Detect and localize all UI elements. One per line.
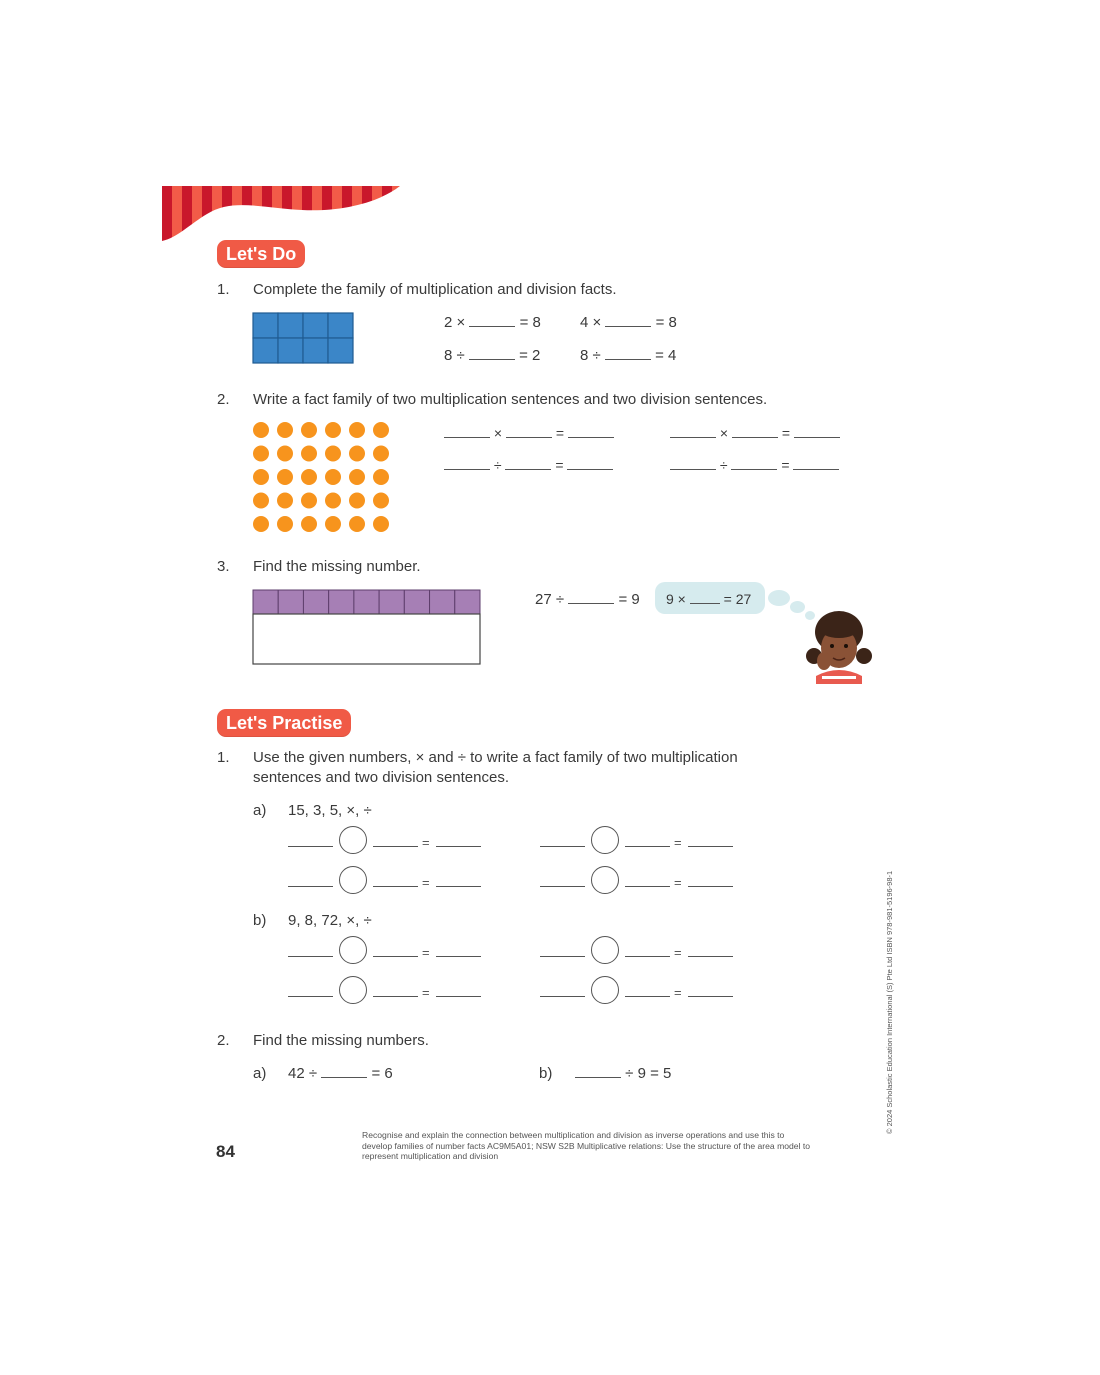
answer-blank[interactable] — [688, 886, 733, 887]
bar-total-box — [253, 614, 480, 664]
orange-dot — [253, 446, 269, 462]
equals-sign: = — [674, 945, 682, 960]
blue-square — [253, 338, 278, 363]
orange-dot — [373, 493, 389, 509]
banner-stripe — [352, 186, 362, 242]
orange-dot — [277, 493, 293, 509]
operator-circle[interactable] — [339, 936, 367, 964]
equals-sign: = — [674, 875, 682, 890]
q1-eq3: 8 ÷ = 2 — [444, 347, 541, 364]
orange-dot-array — [250, 419, 392, 535]
banner-stripe — [162, 186, 172, 242]
operator-circle[interactable] — [591, 826, 619, 854]
q3-number: 3. — [217, 558, 230, 575]
banner-stripe — [342, 186, 352, 242]
copyright-notice: © 2024 Scholastic Education International (S) Pte Ltd ISBN 978-981-5196-98-1 — [885, 870, 894, 1134]
banner-stripe — [322, 186, 332, 242]
curriculum-footer: Recognise and explain the connection between multiplication and division as inverse operations and use this to develop families of number facts AC9M5A01; NSW S2B Multiplicative relations: Use the structure of the area model to represent multiplication and division — [362, 1130, 811, 1161]
bubble-dot-large — [768, 590, 790, 606]
orange-dot — [349, 516, 365, 532]
answer-blank[interactable] — [625, 846, 670, 847]
answer-blank[interactable] — [540, 886, 585, 887]
orange-dot — [253, 469, 269, 485]
lets-do-heading: Let's Do — [217, 240, 305, 268]
equals-sign: = — [674, 835, 682, 850]
blue-array — [252, 312, 356, 365]
answer-blank[interactable] — [540, 846, 585, 847]
equals-sign: = — [422, 835, 430, 850]
orange-dot — [325, 516, 341, 532]
banner-stripe — [302, 186, 312, 242]
answer-blank[interactable] — [436, 886, 481, 887]
q3-text: Find the missing number. — [253, 558, 421, 575]
operator-circle[interactable] — [591, 976, 619, 1004]
orange-dot — [349, 446, 365, 462]
thought-bubble-eq: 9 × = 27 — [666, 591, 752, 607]
orange-dot — [301, 516, 317, 532]
bar-model — [252, 589, 481, 666]
answer-blank[interactable] — [373, 846, 418, 847]
blue-square — [328, 338, 353, 363]
orange-dot — [253, 493, 269, 509]
blue-square — [253, 313, 278, 338]
q2-text: Write a fact family of two multiplication sentences and two division sentences. — [253, 391, 768, 408]
striped-banner — [162, 186, 400, 242]
orange-dot — [277, 469, 293, 485]
answer-blank[interactable] — [373, 886, 418, 887]
answer-blank[interactable] — [373, 956, 418, 957]
thinking-girl-illustration — [800, 606, 878, 684]
blue-square — [328, 313, 353, 338]
p1-number: 1. — [217, 749, 230, 766]
banner-stripe — [202, 186, 212, 242]
answer-blank[interactable] — [373, 996, 418, 997]
equals-sign: = — [422, 875, 430, 890]
operator-circle[interactable] — [339, 866, 367, 894]
orange-dot — [373, 469, 389, 485]
q1-text: Complete the family of multiplication and division facts. — [253, 281, 617, 298]
bar-segment — [253, 590, 278, 614]
p2a-equation: 42 ÷ = 6 — [288, 1065, 393, 1082]
banner-stripe — [312, 186, 322, 242]
orange-dot — [277, 446, 293, 462]
answer-blank[interactable] — [540, 996, 585, 997]
orange-dot — [325, 493, 341, 509]
blue-square — [278, 338, 303, 363]
answer-blank[interactable] — [288, 846, 333, 847]
answer-blank[interactable] — [288, 996, 333, 997]
answer-blank[interactable] — [625, 996, 670, 997]
banner-stripe — [362, 186, 372, 242]
answer-blank[interactable] — [688, 846, 733, 847]
bar-segment — [404, 590, 429, 614]
answer-blank[interactable] — [436, 846, 481, 847]
orange-dot — [277, 516, 293, 532]
p1a-label: a) — [253, 802, 267, 819]
blue-square — [303, 313, 328, 338]
orange-dot — [301, 493, 317, 509]
banner-stripe — [292, 186, 302, 242]
orange-dot — [373, 446, 389, 462]
q3-eq: 27 ÷ = 9 — [535, 591, 640, 608]
orange-dot — [349, 493, 365, 509]
bar-segment — [354, 590, 379, 614]
banner-stripe — [212, 186, 222, 242]
banner-stripe — [242, 186, 252, 242]
p1a-numbers: 15, 3, 5, ×, ÷ — [288, 802, 372, 819]
p1-text-line2: sentences and two division sentences. — [253, 769, 509, 786]
q1-eq1: 2 × = 8 — [444, 314, 541, 331]
banner-stripe — [272, 186, 282, 242]
answer-blank[interactable] — [625, 956, 670, 957]
answer-blank[interactable] — [688, 996, 733, 997]
bar-segment — [455, 590, 480, 614]
orange-dot — [325, 469, 341, 485]
p1b-label: b) — [253, 912, 267, 929]
q2-div-1: ÷ = — [444, 457, 613, 473]
banner-stripe — [382, 186, 392, 242]
banner-stripe — [252, 186, 262, 242]
operator-circle[interactable] — [591, 866, 619, 894]
orange-dot — [373, 516, 389, 532]
answer-blank[interactable] — [540, 956, 585, 957]
equals-sign: = — [422, 985, 430, 1000]
p2a-label: a) — [253, 1065, 267, 1082]
banner-stripe — [232, 186, 242, 242]
p1b-numbers: 9, 8, 72, ×, ÷ — [288, 912, 372, 929]
bar-segment — [278, 590, 303, 614]
orange-dot — [253, 516, 269, 532]
p1-text-line1: Use the given numbers, × and ÷ to write a fact family of two multiplication — [253, 749, 738, 766]
operator-circle[interactable] — [339, 826, 367, 854]
q1-eq4: 8 ÷ = 4 — [580, 347, 677, 364]
banner-stripe — [222, 186, 232, 242]
banner-stripe — [262, 186, 272, 242]
operator-circle[interactable] — [339, 976, 367, 1004]
blue-square — [278, 313, 303, 338]
equals-sign: = — [674, 985, 682, 1000]
blue-square — [303, 338, 328, 363]
orange-dot — [325, 446, 341, 462]
banner-stripe — [372, 186, 382, 242]
answer-blank[interactable] — [436, 996, 481, 997]
orange-dot — [349, 422, 365, 438]
answer-blank[interactable] — [625, 886, 670, 887]
banner-stripe — [192, 186, 202, 242]
p2b-label: b) — [539, 1065, 553, 1082]
q2-number: 2. — [217, 391, 230, 408]
orange-dot — [253, 422, 269, 438]
orange-dot — [277, 422, 293, 438]
p2b-equation: ÷ 9 = 5 — [575, 1065, 671, 1082]
banner-stripe — [332, 186, 342, 242]
answer-blank[interactable] — [436, 956, 481, 957]
q1-eq2: 4 × = 8 — [580, 314, 677, 331]
bar-segment — [379, 590, 404, 614]
orange-dot — [373, 422, 389, 438]
q2-div-2: ÷ = — [670, 457, 839, 473]
q2-mult-2: × = — [670, 425, 840, 441]
q1-number: 1. — [217, 281, 230, 298]
p2-text: Find the missing numbers. — [253, 1032, 429, 1049]
orange-dot — [301, 422, 317, 438]
orange-dot — [301, 469, 317, 485]
answer-blank[interactable] — [288, 886, 333, 887]
banner-stripe — [392, 186, 400, 242]
banner-stripe — [172, 186, 182, 242]
answer-blank[interactable] — [288, 956, 333, 957]
answer-blank[interactable] — [688, 956, 733, 957]
orange-dot — [301, 446, 317, 462]
operator-circle[interactable] — [591, 936, 619, 964]
p2-number: 2. — [217, 1032, 230, 1049]
orange-dot — [349, 469, 365, 485]
banner-stripe — [182, 186, 192, 242]
q2-mult-1: × = — [444, 425, 614, 441]
equals-sign: = — [422, 945, 430, 960]
banner-stripe — [282, 186, 292, 242]
orange-dot — [325, 422, 341, 438]
page-number: 84 — [216, 1142, 235, 1161]
bar-segment — [303, 590, 328, 614]
bar-segment — [329, 590, 354, 614]
lets-practise-heading: Let's Practise — [217, 709, 351, 737]
bar-segment — [430, 590, 455, 614]
